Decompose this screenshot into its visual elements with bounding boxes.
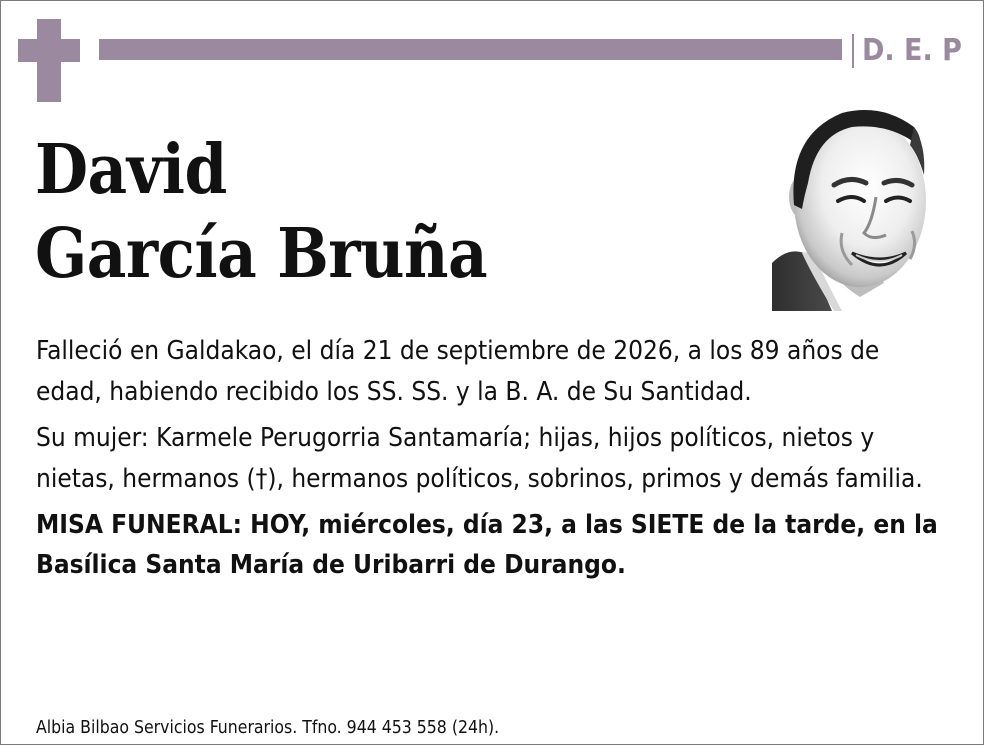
deceased-name bbox=[35, 128, 487, 296]
dep-label: D. E. P bbox=[862, 33, 962, 68]
first-name: David bbox=[35, 130, 227, 210]
cross-horizontal-bar bbox=[18, 39, 80, 62]
header-band bbox=[99, 39, 842, 60]
family-paragraph: Su mujer: Karmele Perugorria Santamaría; hijas, hijos políticos, nietos y nietas, hermanos (†), hermanos políticos, sobrinos, primos y demás familia. bbox=[36, 423, 923, 494]
funeral-paragraph: MISA FUNERAL: HOY, miércoles, día 23, a las SIETE de la tarde, en la Basílica Santa María de Uribarri de Durango. bbox=[36, 510, 938, 580]
header-separator bbox=[852, 34, 854, 68]
notice-body bbox=[36, 331, 951, 590]
death-paragraph: Falleció en Galdakao, el día 21 de septiembre de 2026, a los 89 años de edad, habiendo recibido los SS. SS. y la B. A. de Su Santidad. bbox=[36, 336, 880, 407]
funeral-home-footer: Albia Bilbao Servicios Funerarios. Tfno. 944 453 558 (24h). bbox=[36, 718, 500, 738]
portrait-photo bbox=[772, 105, 936, 311]
surname: García Bruña bbox=[35, 214, 488, 294]
